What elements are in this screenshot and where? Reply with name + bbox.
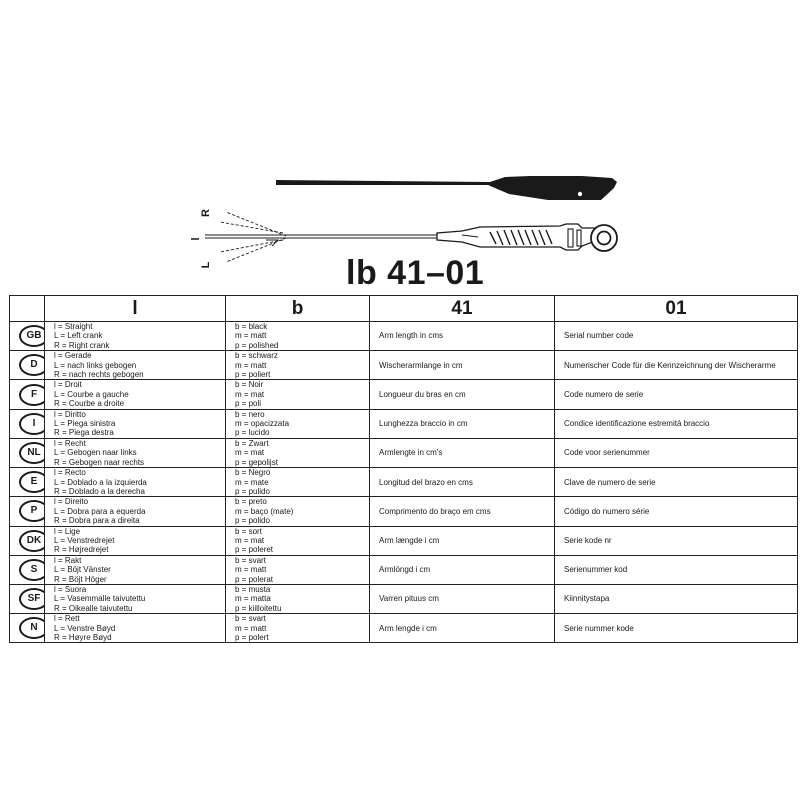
header-41: 41 (370, 296, 555, 322)
label-left-crank: L (200, 261, 212, 269)
finish-line: b = Noir (235, 380, 264, 390)
country-cell (10, 614, 45, 643)
shape-line: L = Doblado a la izquierda (54, 477, 147, 487)
arm-length-cell: Arm længde i cm (370, 526, 555, 555)
serial-code-cell: Clave de numero de serie (555, 468, 798, 497)
serial-code-cell: Condice identificazione estremitá braccio (555, 409, 798, 438)
finish-line: b = svart (235, 555, 266, 565)
finish-line: m = mat (235, 448, 265, 458)
serial-code-cell: Código do numero série (555, 497, 798, 526)
finish-line: b = nero (235, 409, 265, 419)
table-row (10, 380, 798, 409)
finish-line: m = baço (mate) (235, 506, 294, 516)
shape-cell (45, 468, 226, 497)
finish-line: b = Zwart (235, 438, 269, 448)
arm-length-cell: Comprimento do braço em cms (370, 497, 555, 526)
shape-line: R = Oikealle taivutettu (54, 603, 133, 613)
country-cell (10, 497, 45, 526)
country-code-badge: N (19, 617, 45, 639)
finish-line: b = preto (235, 497, 267, 507)
finish-line: p = polert (235, 633, 269, 642)
arm-length-cell: Armlöngd i cm (370, 555, 555, 584)
arm-length-cell: Arm lengde i cm (370, 614, 555, 643)
finish-cell (226, 584, 370, 613)
label-straight: l (190, 237, 202, 241)
arm-length-cell: Varren pituus cm (370, 584, 555, 613)
finish-line: m = mate (235, 477, 269, 487)
finish-line: m = matta (235, 594, 271, 604)
header-l: l (45, 296, 226, 322)
shape-line: L = Vasemmalle taivutettu (54, 594, 146, 604)
arm-length-cell: Lunghezza braccio in cm (370, 409, 555, 438)
country-code-badge: P (19, 500, 45, 522)
finish-line: b = black (235, 322, 268, 331)
finish-cell (226, 438, 370, 467)
table-header-row (10, 296, 798, 322)
finish-line: b = Negro (235, 468, 271, 478)
part-code-title: lb 41–01 (346, 254, 485, 292)
shape-cell (45, 351, 226, 380)
country-cell (10, 468, 45, 497)
finish-line: p = polerat (235, 574, 274, 584)
shape-line: L = Gebogen naar links (54, 448, 137, 458)
country-cell (10, 351, 45, 380)
arm-length-cell: Longitud del brazo en cms (370, 468, 555, 497)
table-row (10, 526, 798, 555)
table-row (10, 351, 798, 380)
serial-code-cell: Serie kode nr (555, 526, 798, 555)
finish-line: b = sort (235, 526, 262, 536)
spec-table (9, 295, 798, 643)
serial-code-cell: Numerischer Code für die Kennzeichnung der Wischerarme (555, 351, 798, 380)
arm-length-cell: Arm length in cms (370, 322, 555, 351)
header-b: b (226, 296, 370, 322)
finish-cell (226, 614, 370, 643)
shape-line: l = Recht (54, 438, 86, 448)
shape-line: l = Gerade (54, 351, 92, 361)
table-row (10, 584, 798, 613)
country-cell (10, 555, 45, 584)
shape-cell (45, 438, 226, 467)
finish-line: b = svart (235, 614, 266, 624)
finish-line: p = kiilloitettu (235, 603, 282, 613)
shape-cell (45, 409, 226, 438)
table-row (10, 468, 798, 497)
shape-line: L = Courbe a gauche (54, 389, 129, 399)
finish-line: m = mat (235, 535, 265, 545)
country-code-badge: DK (19, 530, 45, 552)
finish-line: p = gepolijst (235, 457, 278, 467)
finish-line: p = polished (235, 340, 279, 350)
shape-line: l = Rakt (54, 555, 82, 565)
finish-line: m = opacizzata (235, 419, 290, 429)
shape-line: R = Dobra para a direita (54, 516, 140, 526)
country-cell (10, 380, 45, 409)
serial-code-cell: Code numero de serie (555, 380, 798, 409)
finish-line: p = poli (235, 399, 262, 409)
country-code-badge: E (19, 471, 45, 493)
serial-code-cell: Serial number code (555, 322, 798, 351)
shape-line: R = Courbe a droite (54, 399, 125, 409)
shape-line: L = nach links gebogen (54, 360, 137, 370)
table-row (10, 409, 798, 438)
finish-cell (226, 380, 370, 409)
serial-code-cell: Serie nummer kode (555, 614, 798, 643)
table-row (10, 322, 798, 351)
table-row (10, 614, 798, 643)
finish-cell (226, 497, 370, 526)
arm-length-cell: Wischerarmlange in cm (370, 351, 555, 380)
shape-line: l = Direito (54, 497, 89, 507)
wiper-arm-figure (0, 0, 800, 290)
country-cell (10, 438, 45, 467)
finish-line: p = pulido (235, 486, 270, 496)
shape-cell (45, 614, 226, 643)
finish-line: m = mat (235, 389, 265, 399)
finish-cell (226, 468, 370, 497)
finish-line: m = matt (235, 623, 267, 633)
shape-line: R = nach rechts gebogen (54, 370, 144, 380)
shape-line: R = Høyre Bøyd (54, 633, 112, 642)
country-cell (10, 409, 45, 438)
serial-code-cell: Serienummer kod (555, 555, 798, 584)
shape-line: L = Left crank (54, 331, 103, 341)
serial-code-cell: Kiinnitystapa (555, 584, 798, 613)
finish-line: b = musta (235, 584, 271, 594)
shape-line: R = Gebogen naar rechts (54, 457, 145, 467)
country-code-badge: D (19, 354, 45, 376)
table-row (10, 555, 798, 584)
shape-line: R = Højredrejet (54, 545, 109, 555)
shape-cell (45, 322, 226, 351)
arm-length-cell: Longueur du bras en cm (370, 380, 555, 409)
country-cell (10, 322, 45, 351)
shape-line: L = Venstredrejet (54, 535, 115, 545)
shape-line: l = Rett (54, 614, 80, 624)
shape-line: L = Böjt Vänster (54, 565, 111, 575)
finish-cell (226, 351, 370, 380)
shape-cell (45, 526, 226, 555)
finish-line: m = matt (235, 331, 267, 341)
table-row (10, 497, 798, 526)
table-row (10, 438, 798, 467)
finish-line: p = poliert (235, 370, 271, 380)
shape-line: l = Recto (54, 468, 86, 478)
shape-cell (45, 555, 226, 584)
country-code-badge: NL (19, 442, 45, 464)
country-cell (10, 584, 45, 613)
finish-cell (226, 526, 370, 555)
shape-line: l = Straight (54, 322, 93, 331)
header-01: 01 (555, 296, 798, 322)
shape-line: l = Suora (54, 584, 87, 594)
serial-code-cell: Code voor serienummer (555, 438, 798, 467)
finish-line: m = matt (235, 360, 267, 370)
country-code-badge: F (19, 384, 45, 406)
country-code-badge: S (19, 559, 45, 581)
finish-line: m = matt (235, 565, 267, 575)
country-code-badge: I (19, 413, 45, 435)
shape-line: R = Right crank (54, 340, 110, 350)
country-cell (10, 526, 45, 555)
shape-line: L = Dobra para a equerda (54, 506, 146, 516)
shape-line: l = Lige (54, 526, 81, 536)
shape-cell (45, 497, 226, 526)
finish-cell (226, 409, 370, 438)
wiper-arm-side-view-icon (276, 176, 617, 200)
shape-line: R = Piega destra (54, 428, 114, 438)
shape-cell (45, 380, 226, 409)
finish-line: p = polido (235, 516, 270, 526)
shape-line: l = Droit (54, 380, 82, 390)
finish-line: p = lucido (235, 428, 270, 438)
shape-line: L = Piega sinistra (54, 419, 116, 429)
finish-cell (226, 322, 370, 351)
country-code-badge: GB (19, 325, 45, 347)
shape-line: l = Diritto (54, 409, 86, 419)
shape-line: L = Venstre Bøyd (54, 623, 116, 633)
shape-line: R = Doblado a la derecha (54, 486, 145, 496)
finish-line: p = poleret (235, 545, 274, 555)
label-right-crank: R (200, 209, 212, 217)
finish-cell (226, 555, 370, 584)
finish-line: b = schwarz (235, 351, 278, 361)
header-flag (10, 296, 45, 322)
arm-length-cell: Armlengte in cm's (370, 438, 555, 467)
country-code-badge: SF (19, 588, 45, 610)
shape-cell (45, 584, 226, 613)
shape-line: R = Böjt Höger (54, 574, 107, 584)
